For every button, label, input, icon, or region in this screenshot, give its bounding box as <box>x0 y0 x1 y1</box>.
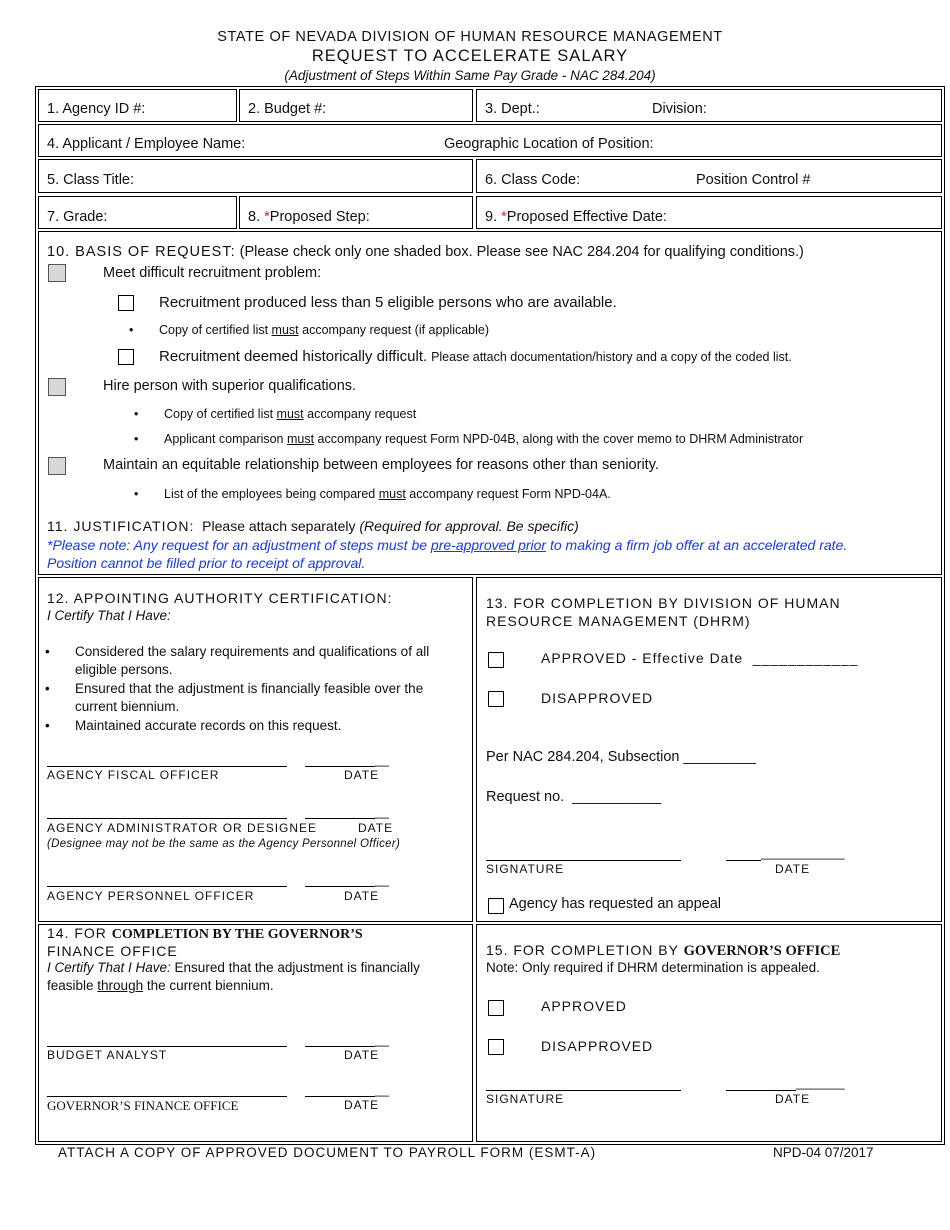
dhrm-signature-line[interactable] <box>486 860 681 861</box>
sec15-note: Note: Only required if DHRM determination is appealed. <box>486 960 820 975</box>
justification-heading: 11. JUSTIFICATION: Please attach separately (Required for approval. Be specific) <box>47 518 579 534</box>
grade-field[interactable] <box>38 196 237 229</box>
gov-date-label: DATE <box>775 1092 811 1106</box>
dept-label: 3. Dept.: <box>485 101 540 117</box>
historically-difficult-label: Recruitment deemed historically difficult. Please attach documentation/history and a copy of the coded list. <box>159 348 792 365</box>
sec13-heading-1: 13. FOR COMPLETION BY DIVISION OF HUMAN <box>486 595 841 611</box>
superior-qualifications-label: Hire person with superior qualifications. <box>103 378 357 394</box>
applicant-field[interactable] <box>38 124 942 157</box>
certified-list-note-2: • Copy of certified list must accompany request <box>164 407 416 421</box>
personnel-officer-signature-line[interactable] <box>47 886 287 887</box>
superior-qualifications-checkbox[interactable] <box>48 378 66 396</box>
historically-difficult-checkbox[interactable] <box>118 349 134 365</box>
class-title-field[interactable] <box>38 159 473 193</box>
equitable-relationship-checkbox[interactable] <box>48 457 66 475</box>
effective-date-label: 9. *Proposed Effective Date: <box>485 209 667 225</box>
sec12-certify: I Certify That I Have: <box>47 608 171 623</box>
fiscal-date-label: DATE <box>344 768 380 782</box>
sec12-bullet-1a: • Considered the salary requirements and qualifications of all <box>75 644 429 659</box>
less-than-5-label: Recruitment produced less than 5 eligible persons who are available. <box>159 294 617 311</box>
fiscal-officer-label: AGENCY FISCAL OFFICER <box>47 768 220 782</box>
position-note: Position cannot be filled prior to receipt of approval. <box>47 555 366 571</box>
less-than-5-checkbox[interactable] <box>118 295 134 311</box>
gov-date-line[interactable] <box>726 1090 796 1091</box>
sec14-heading-1: 14. FOR COMPLETION BY THE GOVERNOR’S <box>47 925 363 942</box>
budget-date-dash: __ <box>375 1033 389 1047</box>
admin-date-label: DATE <box>358 821 394 835</box>
personnel-date-dash: __ <box>375 873 389 887</box>
section-12 <box>38 577 473 922</box>
gov-approved-checkbox[interactable] <box>488 1000 504 1016</box>
gov-approved-label: APPROVED <box>541 998 627 1014</box>
fiscal-date-dash: __ <box>375 753 389 767</box>
dhrm-signature-label: SIGNATURE <box>486 862 565 876</box>
finance-date-dash: __ <box>375 1083 389 1097</box>
budget-analyst-signature-line[interactable] <box>47 1046 287 1047</box>
effective-date-field[interactable] <box>476 196 942 229</box>
form-subtitle: (Adjustment of Steps Within Same Pay Grade - NAC 284.204) <box>284 68 656 83</box>
class-title-label: 5. Class Title: <box>47 172 135 188</box>
sec12-bullet-2a: • Ensured that the adjustment is financially feasible over the <box>75 681 423 696</box>
applicant-label: 4. Applicant / Employee Name: <box>47 136 246 152</box>
position-control-label: Position Control # <box>696 172 811 188</box>
gov-disapproved-checkbox[interactable] <box>488 1039 504 1055</box>
budget-date-label: DATE <box>344 1048 380 1062</box>
gov-date-blank: _______ <box>796 1076 845 1090</box>
certified-list-note: • Copy of certified list must accompany request (if applicable) <box>159 323 489 337</box>
gov-signature-line[interactable] <box>486 1090 681 1091</box>
dhrm-disapproved-label: DISAPPROVED <box>541 690 654 706</box>
employee-list-note: • List of the employees being compared must accompany request Form NPD-04A. <box>164 487 611 501</box>
dhrm-approved-label: APPROVED - Effective Date ____________ <box>541 650 859 666</box>
class-code-field[interactable] <box>476 159 942 193</box>
class-code-label: 6. Class Code: <box>485 172 581 188</box>
finance-office-date-line[interactable] <box>305 1096 375 1097</box>
fiscal-officer-date-line[interactable] <box>305 766 375 767</box>
form-title: REQUEST TO ACCELERATE SALARY <box>311 47 629 65</box>
form-number: NPD-04 07/2017 <box>773 1145 874 1160</box>
admin-date-dash: __ <box>375 805 389 819</box>
basis-heading: 10. BASIS OF REQUEST: (Please check only one shaded box. Please see NAC 284.204 for qualifying conditions.) <box>47 244 804 260</box>
administrator-date-line[interactable] <box>305 818 375 819</box>
appeal-label: Agency has requested an appeal <box>509 896 722 912</box>
pre-approval-note: *Please note: Any request for an adjustment of steps must be pre-approved prior to making a firm job offer at an accelerated rate. <box>47 537 848 553</box>
finance-date-label: DATE <box>344 1098 380 1112</box>
sec12-bullet-2b: current biennium. <box>75 699 180 714</box>
dhrm-disapproved-checkbox[interactable] <box>488 691 504 707</box>
agency-id-label: 1. Agency ID #: <box>47 101 146 117</box>
proposed-step-field[interactable] <box>239 196 473 229</box>
personnel-date-label: DATE <box>344 889 380 903</box>
dept-field[interactable] <box>476 89 942 122</box>
footer-instruction: ATTACH A COPY OF APPROVED DOCUMENT TO PAYROLL FORM (ESMT-A) <box>58 1145 597 1160</box>
proposed-step-label: 8. *Proposed Step: <box>248 209 370 225</box>
applicant-comparison-note: • Applicant comparison must accompany request Form NPD-04B, along with the cover memo to DHRM Administrator <box>164 432 803 446</box>
dhrm-date-label: DATE <box>775 862 811 876</box>
request-no-label: Request no. ___________ <box>486 789 661 805</box>
sec14-certify-text: I Certify That I Have: Ensured that the adjustment is financially <box>47 960 420 975</box>
dhrm-date-line[interactable] <box>726 860 761 861</box>
finance-office-signature-line[interactable] <box>47 1096 287 1097</box>
designee-note: (Designee may not be the same as the Agency Personnel Officer) <box>47 838 401 850</box>
sec14-heading-2: FINANCE OFFICE <box>47 943 178 959</box>
personnel-officer-date-line[interactable] <box>305 886 375 887</box>
sec12-heading: 12. APPOINTING AUTHORITY CERTIFICATION: <box>47 590 393 606</box>
grade-label: 7. Grade: <box>47 209 108 225</box>
dhrm-approved-checkbox[interactable] <box>488 652 504 668</box>
sec14-certify-text-2: feasible through the current biennium. <box>47 978 274 993</box>
administrator-signature-line[interactable] <box>47 818 287 819</box>
gov-signature-label: SIGNATURE <box>486 1092 565 1106</box>
budget-analyst-date-line[interactable] <box>305 1046 375 1047</box>
administrator-label: AGENCY ADMINISTRATOR OR DESIGNEE <box>47 821 318 835</box>
recruitment-problem-checkbox[interactable] <box>48 264 66 282</box>
budget-analyst-label: BUDGET ANALYST <box>47 1048 168 1062</box>
agency-id-field[interactable] <box>38 89 237 122</box>
division-label: Division: <box>652 101 707 117</box>
personnel-officer-label: AGENCY PERSONNEL OFFICER <box>47 889 255 903</box>
recruitment-problem-label: Meet difficult recruitment problem: <box>103 265 322 281</box>
per-nac-label: Per NAC 284.204, Subsection _________ <box>486 749 757 765</box>
pre-approved-link[interactable]: pre-approved prior <box>430 537 547 553</box>
sec13-heading-2: RESOURCE MANAGEMENT (DHRM) <box>486 613 751 629</box>
geo-location-label: Geographic Location of Position: <box>444 136 654 152</box>
appeal-checkbox[interactable] <box>488 898 504 914</box>
budget-label: 2. Budget #: <box>248 101 327 117</box>
dhrm-date-blank: ____________ <box>761 846 845 860</box>
agency-header: STATE OF NEVADA DIVISION OF HUMAN RESOURCE MANAGEMENT <box>217 29 723 45</box>
fiscal-officer-signature-line[interactable] <box>47 766 287 767</box>
gov-disapproved-label: DISAPPROVED <box>541 1038 654 1054</box>
sec15-heading: 15. FOR COMPLETION BY GOVERNOR’S OFFICE <box>486 942 841 959</box>
sec12-bullet-3: • Maintained accurate records on this request. <box>75 718 341 733</box>
sec12-bullet-1b: eligible persons. <box>75 662 173 677</box>
equitable-relationship-label: Maintain an equitable relationship between employees for reasons other than seniority. <box>103 457 659 473</box>
budget-field[interactable] <box>239 89 473 122</box>
finance-office-label: GOVERNOR’S FINANCE OFFICE <box>47 1098 239 1113</box>
